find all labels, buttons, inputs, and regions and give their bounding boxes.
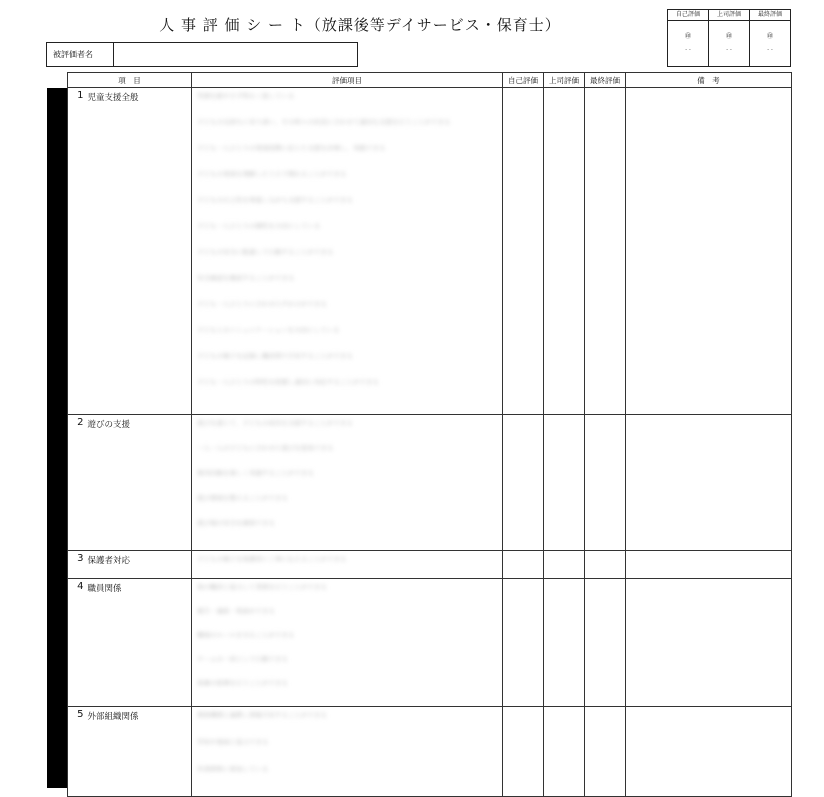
criterion-text: 子どもの安全に配慮して行動することができる	[197, 248, 334, 256]
stamp-final-date: . .	[767, 45, 773, 52]
criterion-text: 子ども一人ひとりの発達段階に応じた支援を計画し、実践できる	[197, 144, 386, 152]
boss-score-cell[interactable]	[544, 551, 585, 579]
criterion-text: 遊び環境を整えることができる	[197, 494, 288, 502]
self-score-cell[interactable]	[503, 88, 544, 415]
notes-cell[interactable]	[626, 88, 792, 415]
section-name: 児童支援全般	[88, 88, 192, 415]
table-row	[68, 707, 792, 797]
criterion-text: 子どもとのコミュニケーションを大切にしている	[197, 326, 340, 334]
self-score-cell[interactable]	[503, 415, 544, 551]
header-final: 最終評価	[585, 73, 626, 88]
header-criteria: 評価項目	[192, 73, 503, 88]
table-header-row	[68, 73, 792, 88]
final-score-cell[interactable]	[585, 88, 626, 415]
criterion-text: 子どもの発達を理解したうえで関わることができる	[197, 170, 347, 178]
criteria-cell	[192, 88, 503, 415]
stamp-boss-mark: ㊞	[725, 33, 732, 40]
criterion-text: 子ども一人ひとりの特性を把握し適切に対応することができる	[197, 378, 379, 386]
stamp-boss-date: . .	[726, 45, 732, 52]
stamp-boxes	[667, 9, 791, 67]
criterion-text: 報告・連絡・相談ができる	[197, 607, 275, 615]
evaluation-table	[67, 72, 792, 797]
boss-score-cell[interactable]	[544, 88, 585, 415]
stamp-self-mark: ㊞	[684, 33, 691, 40]
criterion-text: 後輩の指導を行うことができる	[197, 679, 288, 687]
left-black-bar	[47, 88, 67, 788]
section-number: 5	[68, 707, 88, 797]
criterion-text: 子どもの自主性を尊重しながら支援することができる	[197, 196, 353, 204]
evaluatee-name-box	[46, 42, 358, 67]
criterion-text: 他の職員と協力して業務を行うことができる	[197, 583, 327, 591]
criterion-text: 外部研修に参加している	[197, 765, 269, 773]
criterion-text: 遊び場の安全を確保できる	[197, 519, 275, 527]
criterion-text: 子ども一人ひとりに合わせた声かけができる	[197, 300, 327, 308]
stamp-self	[668, 10, 709, 66]
table-row	[68, 551, 792, 579]
stamp-boss-label: 上司評価	[709, 10, 749, 21]
sheet-title: 人 事 評 価 シ ー ト（放課後等デイサービス・保育士）	[159, 16, 561, 34]
table-row	[68, 88, 792, 415]
final-score-cell[interactable]	[585, 551, 626, 579]
self-score-cell[interactable]	[503, 551, 544, 579]
final-score-cell[interactable]	[585, 579, 626, 707]
stamp-self-date: . .	[685, 45, 691, 52]
criteria-cell	[192, 579, 503, 707]
table-row	[68, 415, 792, 551]
criterion-text: 安全確認を徹底することができる	[197, 274, 295, 282]
self-score-cell[interactable]	[503, 579, 544, 707]
evaluatee-name-field[interactable]	[114, 43, 357, 66]
section-number: 1	[68, 88, 88, 415]
boss-score-cell[interactable]	[544, 707, 585, 797]
criterion-text: 子どもの様子を記録し職員間で共有することができる	[197, 352, 353, 360]
header-item: 項 目	[68, 73, 192, 88]
criteria-cell	[192, 551, 503, 579]
section-name: 外部組織関係	[88, 707, 192, 797]
criterion-text: 学校や地域と協力できる	[197, 738, 269, 746]
criterion-text: 集団活動を楽しく実施することができる	[197, 469, 314, 477]
header-self: 自己評価	[503, 73, 544, 88]
stamp-boss	[709, 10, 750, 66]
boss-score-cell[interactable]	[544, 579, 585, 707]
section-name: 遊びの支援	[88, 415, 192, 551]
criterion-text: 関係機関と連携し情報共有することができる	[197, 711, 327, 719]
self-score-cell[interactable]	[503, 707, 544, 797]
section-number: 2	[68, 415, 88, 551]
notes-cell[interactable]	[626, 579, 792, 707]
criterion-text: 子どもの様子を保護者に丁寧に伝えることができる	[197, 555, 347, 563]
criterion-text: 笑顔を絶やさず明るく接している	[197, 92, 295, 100]
criterion-text: チームの一員として行動できる	[197, 655, 288, 663]
section-name: 保護者対応	[88, 551, 192, 579]
notes-cell[interactable]	[626, 415, 792, 551]
criterion-text: 子どもの気持ちに寄り添い、その時々の状況に合わせて適切な支援を行うことができる	[197, 118, 451, 126]
stamp-final-mark: ㊞	[766, 33, 773, 40]
criterion-text: 遊びを通じて、子どもの成長を支援することができる	[197, 419, 353, 427]
notes-cell[interactable]	[626, 551, 792, 579]
table-row	[68, 579, 792, 707]
stamp-final-label: 最終評価	[750, 10, 790, 21]
section-name: 職員関係	[88, 579, 192, 707]
final-score-cell[interactable]	[585, 415, 626, 551]
stamp-self-label: 自己評価	[668, 10, 708, 21]
criteria-cell	[192, 707, 503, 797]
stamp-final	[750, 10, 790, 66]
criteria-cell	[192, 415, 503, 551]
section-number: 3	[68, 551, 88, 579]
header-boss: 上司評価	[544, 73, 585, 88]
notes-cell[interactable]	[626, 707, 792, 797]
criterion-text: 子ども一人ひとりの個性を大切にしている	[197, 222, 321, 230]
criterion-text: 職場のルールを守ることができる	[197, 631, 295, 639]
final-score-cell[interactable]	[585, 707, 626, 797]
criterion-text: 一人一人の子どもに合わせた遊びを提案できる	[197, 444, 334, 452]
evaluatee-name-label: 被評価者名	[47, 43, 114, 66]
boss-score-cell[interactable]	[544, 415, 585, 551]
section-number: 4	[68, 579, 88, 707]
header-notes: 備 考	[626, 73, 792, 88]
